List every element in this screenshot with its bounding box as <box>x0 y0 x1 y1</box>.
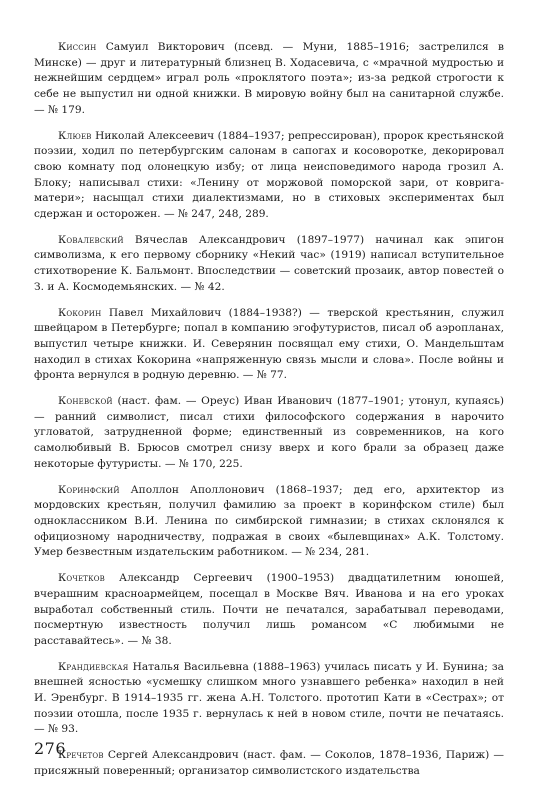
entry-krechetov <box>34 748 504 779</box>
entry-korinfsky <box>34 483 504 562</box>
entry-name: Крандиевская <box>58 660 129 673</box>
entry-kovalevsky <box>34 233 504 296</box>
entry-name: Коневской <box>58 395 113 408</box>
entry-kokorin <box>34 306 504 385</box>
entry-text: Аполлон Аполлонович (1868–1937; дед его, архитектор из мордовских крестьян, получил фамилию за проект в коринфском стиле) был одноклассником В.И. Ленина по симбирской гимназии; в стихах склонялся к официозному народничеству, подражая в своих «былевщинах» А.К. Толстому. Умер безвестным издательским работником. — № 234, 281. <box>34 483 504 559</box>
page-number: 276 <box>34 739 67 758</box>
entry-name: Кречетов <box>58 749 104 762</box>
page-body <box>34 40 504 790</box>
entry-name: Ковалевский <box>58 233 124 246</box>
entry-krandievskaya <box>34 660 504 739</box>
entry-name: Кочетков <box>58 572 106 585</box>
entry-text: Наталья Васильевна (1888–1963) училась писать у И. Бунина; за внешней ясностью «усмешку слишком много узнавшего ребенка» находил в ней И. Эренбург. В 1914–1935 гг. жена А.Н. Толстого. прототип Кати в «Сестрах»; от поэзии отошла, после 1935 г. вернулась к ней в новом стиле, почти не печатаясь. — № 93. <box>34 660 504 736</box>
entry-text: Павел Михайлович (1884–1938?) — тверской крестьянин, служил швейцаром в Петербурге; попал в компанию эгофутуристов, писал об аэропланах, выпустил четыре книжки. И. Северянин посвящал ему стихи, О. Мандельштам находил в стихах Кокорина «напряженную связь мысли и слова». После войны и фронта вернулся в родную деревню. — № 77. <box>34 306 504 382</box>
entry-klyuev <box>34 129 504 223</box>
entry-name: Киссин <box>58 41 97 53</box>
entry-text: Александр Сергеевич (1900–1953) двадцатилетним юношей, вчерашним красноармейцем, посещал в Москве Вяч. Иванова и на его уроках выработал собственный стиль. Почти не печатался, зарабатывал переводами, посмертную известность получил лишь романсом «С любимыми не расставайтесь». — № 38. <box>34 572 504 647</box>
entry-name: Клюев <box>58 129 92 142</box>
entry-name: Коринфский <box>58 483 120 496</box>
entry-text: Николай Алексеевич (1884–1937; репрессирован), пророк крестьянской поэзии, ходил по петербургским салонам в сапогах и косоворотке, декорировал свою комнату под олонецкую избу; от лица неисповедимого народа грозил А. Блоку; написывал стихи: «Ленину от моржовой поморской зари, от коврига-матери»; насыщал стихи диалектизмами, но в стиховых экспериментах был сдержан и осторожен. — № 247, 248, 289. <box>34 129 504 221</box>
entry-name: Кокорин <box>58 306 102 319</box>
entry-kochetkov <box>34 571 504 650</box>
entry-text: Вячеслав Александрович (1897–1977) начинал как эпигон символизма, к его первому сборнику «Некий час» (1919) написал вступительное стихотворение К. Бальмонт. Впоследствии — советский прозаик, автор повестей о З. и А. Космодемьянских. — № 42. <box>34 233 504 293</box>
entry-text: (наст. фам. — Ореус) Иван Иванович (1877–1901; утонул, купаясь) — ранний символист, писал стихи философского содержания в нарочито угловатой, затрудненной форме; единственный из современников, на кого самолюбивый В. Брюсов смотрел снизу вверх и кого брали за образец даже некоторые футуристы. — № 170, 225. <box>34 395 504 470</box>
entry-kissin <box>34 40 504 119</box>
entry-text: Сергей Александрович (наст. фам. — Соколов, 1878–1936, Париж) — присяжный поверенный; организатор символистского издательства <box>34 749 504 777</box>
entry-konevskoy <box>34 394 504 473</box>
entry-text: Самуил Викторович (псевд. — Муни, 1885–1916; застрелился в Минске) — друг и литературный близнец В. Ходасевича, с «мрачной мудростью и нежнейшим сердцем» играл роль «проклятого поэта»; из-за редкой строгости к себе не выпустил ни одной книжки. В мировую войну был на санитарной службе. — № 179. <box>34 41 504 116</box>
